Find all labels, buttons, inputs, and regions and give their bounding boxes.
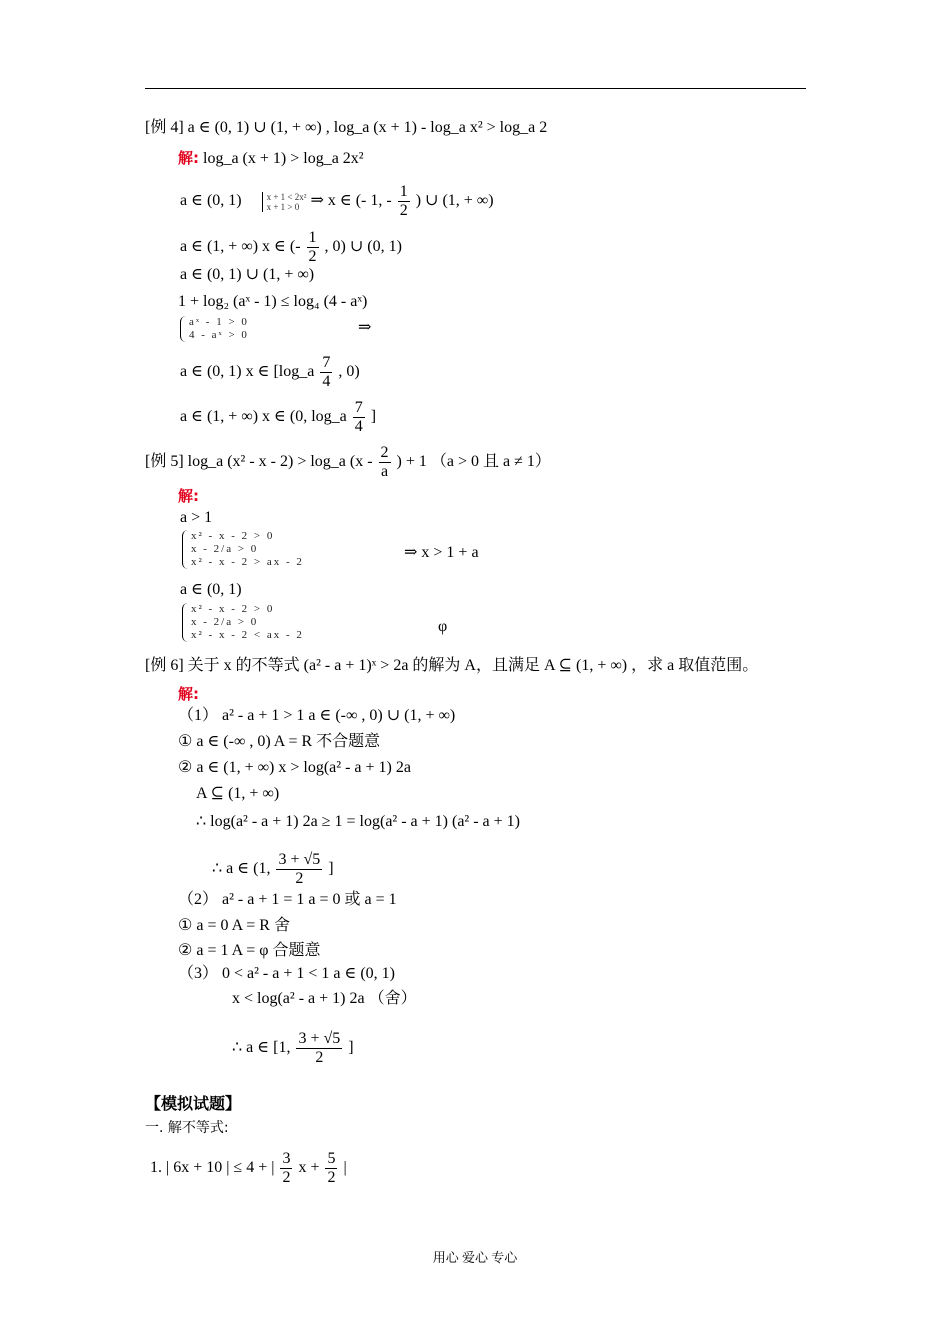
ex4-line-8: a ∈ (1, + ∞) x ∈ (0, log_a $\frac{7}{4}$ ] [180, 399, 377, 435]
ex4-line-3: a ∈ (1, + ∞) x ∈ (- $\frac{1}{2}$ , 0) ∪ (0, 1) [180, 229, 402, 265]
section-subheading: 一. 解不等式: [145, 1120, 229, 1136]
ex5-result-1: ⇒ x > 1 + a [404, 544, 479, 561]
ex4-line-2: a ∈ (0, 1) x + 1 < 2x² x + 1 > 0 ⇒ x ∈ (- 1, - $\frac{1}{2}$ ) ∪ (1, + ∞) [180, 183, 494, 219]
page-footer: 用心 爱心 专心 [432, 1250, 518, 1265]
section-heading: 【模拟试题】 [145, 1094, 242, 1113]
ex5-system-1: x² - x - 2 > 0 x - 2/a > 0 x² - x - 2 > ax - 2 [182, 530, 304, 569]
solution-5-label: 解: [178, 487, 199, 505]
ex4-line-7: a ∈ (0, 1) x ∈ [log_a $\frac{7}{4}$ , 0) [180, 354, 360, 390]
ex6-part-2: （2） a² - a + 1 = 1 a = 0 或 a = 1 [178, 891, 397, 908]
example-4-title: [例 4] a ∈ (0, 1) ∪ (1, + ∞) , log_a (x + 1) - log_a x² > log_a 2 [145, 119, 548, 136]
fraction: $\frac{7}{4}$ [354, 399, 363, 435]
ex5-system-2: x² - x - 2 > 0 x - 2/a > 0 x² - x - 2 < ax - 2 [182, 603, 304, 642]
ex6-part-1a: ① a ∈ (-∞ , 0) A = R 不合题意 [178, 733, 381, 750]
solution-4 [178, 148, 364, 169]
ex6-part-1c: A ⊆ (1, + ∞) [196, 785, 280, 802]
math-line: log_a (x + 1) > log_a 2x² [203, 150, 364, 167]
ex4-line-5: 1 + log₂ (aˣ - 1) ≤ log₄ (4 - aˣ) [178, 293, 368, 310]
fraction: $\frac{5}{2}$ [327, 1150, 336, 1186]
fraction: $\frac{3 + √5}{2}$ [278, 851, 321, 887]
example-6-title: [例 6] 关于 x 的不等式 (a² - a + 1)ˣ > 2a 的解为 A，且满足 A ⊆ (1, + ∞) ，求 a 取值范围。 [145, 657, 759, 674]
fraction: $\frac{3}{2}$ [282, 1150, 291, 1186]
ex5-case-1: a > 1 [180, 509, 213, 526]
ex6-part-3: （3） 0 < a² - a + 1 < 1 a ∈ (0, 1) [178, 965, 396, 982]
fraction: $\frac{2}{a}$ [380, 444, 389, 480]
fraction: $\frac{7}{4}$ [322, 354, 331, 390]
ex6-part-1e: ∴ a ∈ (1, $\frac{3 + √5}{2}$ ] [212, 851, 334, 887]
ex6-part-1b: ② a ∈ (1, + ∞) x > log(a² - a + 1) 2a [178, 759, 411, 776]
ex6-part-1: （1） a² - a + 1 > 1 a ∈ (-∞ , 0) ∪ (1, + ∞) [178, 707, 456, 724]
ex5-case-2: a ∈ (0, 1) [180, 581, 242, 598]
fraction: $\frac{1}{2}$ [399, 183, 408, 219]
fraction: $\frac{3 + √5}{2}$ [298, 1030, 341, 1066]
solution-label: 解: [178, 149, 199, 167]
inequality-system: x + 1 < 2x² x + 1 > 0 [262, 192, 307, 212]
header-rule [145, 88, 806, 89]
example-5-title: [例 5] log_a (x² - x - 2) > log_a (x - $\frac{2}{a}$ ) + 1 （a > 0 且 a ≠ 1） [145, 444, 551, 480]
implies-arrow: ⇒ [358, 319, 372, 336]
ex4-system: aˣ - 1 > 0 4 - aˣ > 0 [180, 316, 249, 342]
ex4-line-4: a ∈ (0, 1) ∪ (1, + ∞) [180, 266, 315, 283]
ex5-result-2: φ [438, 618, 448, 635]
question-1: 1. | 6x + 10 | ≤ 4 + | $\frac{3}{2}$ x + $\frac{5}{2}$ | [150, 1150, 347, 1186]
ex6-part-2a: ① a = 0 A = R 舍 [178, 917, 290, 934]
ex6-part-2b: ② a = 1 A = φ 合题意 [178, 942, 321, 959]
ex6-part-3a: x < log(a² - a + 1) 2a （舍） [232, 990, 417, 1007]
solution-6-label: 解: [178, 685, 199, 703]
fraction: $\frac{1}{2}$ [308, 229, 317, 265]
ex6-part-1d: ∴ log(a² - a + 1) 2a ≥ 1 = log(a² - a + 1) (a² - a + 1) [196, 813, 520, 830]
ex6-part-3b: ∴ a ∈ [1, $\frac{3 + √5}{2}$ ] [232, 1030, 354, 1066]
